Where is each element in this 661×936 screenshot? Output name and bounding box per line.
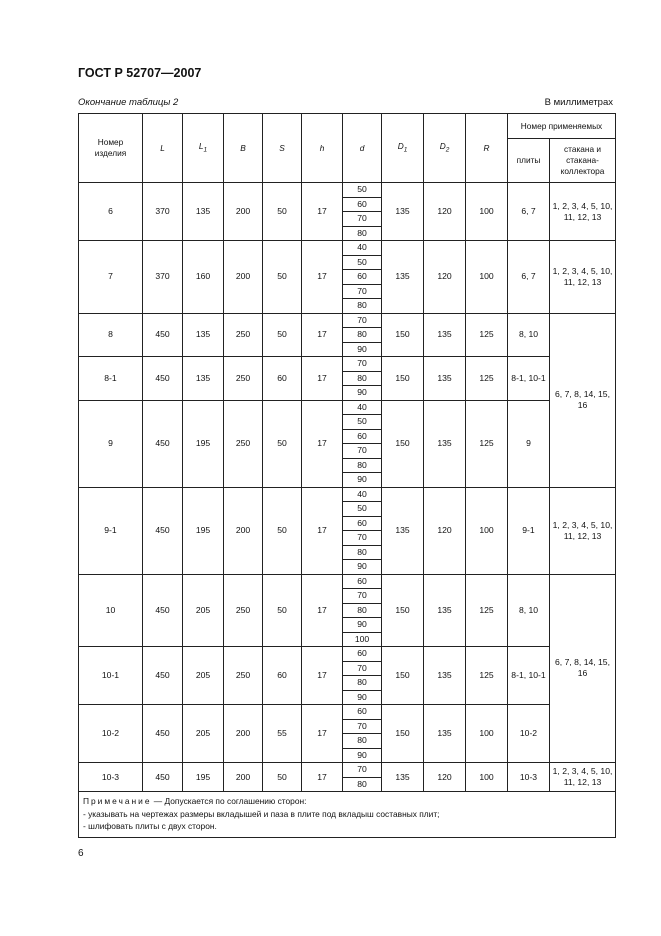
cell-h: 17 xyxy=(302,313,343,357)
cell-d: 50 xyxy=(343,415,382,430)
cell-plates: 9-1 xyxy=(508,487,550,574)
table-row xyxy=(79,357,616,372)
cell-b: 250 xyxy=(224,574,263,647)
cell-item: 6 xyxy=(79,183,143,241)
cell-d1: 135 xyxy=(382,241,424,314)
cell-l: 450 xyxy=(143,357,183,401)
cell-l1: 135 xyxy=(183,313,224,357)
col-header-L: L xyxy=(143,114,183,183)
cell-l1: 205 xyxy=(183,705,224,763)
cell-item: 10-1 xyxy=(79,647,143,705)
cell-l1: 135 xyxy=(183,357,224,401)
cell-d: 80 xyxy=(343,676,382,691)
cell-b: 200 xyxy=(224,183,263,241)
cell-l1: 195 xyxy=(183,487,224,574)
col-header-nozzle: стакана и стакана-коллектора xyxy=(550,139,616,183)
cell-d: 90 xyxy=(343,748,382,763)
cell-s: 50 xyxy=(263,313,302,357)
cell-r: 125 xyxy=(466,400,508,487)
cell-h: 17 xyxy=(302,574,343,647)
cell-d: 70 xyxy=(343,531,382,546)
cell-l1: 135 xyxy=(183,183,224,241)
cell-d: 80 xyxy=(343,777,382,792)
cell-h: 17 xyxy=(302,357,343,401)
cell-d: 70 xyxy=(343,763,382,778)
cell-s: 50 xyxy=(263,574,302,647)
cell-l: 450 xyxy=(143,647,183,705)
table-row xyxy=(79,763,616,778)
cell-d: 80 xyxy=(343,734,382,749)
cell-d: 100 xyxy=(343,632,382,647)
cell-nozzle: 6, 7, 8, 14, 15, 16 xyxy=(550,313,616,487)
cell-item: 8 xyxy=(79,313,143,357)
cell-d1: 135 xyxy=(382,763,424,792)
cell-d: 80 xyxy=(343,458,382,473)
note-intro: — Допускается по соглашению сторон: xyxy=(151,796,307,806)
cell-d1: 150 xyxy=(382,313,424,357)
cell-l: 450 xyxy=(143,763,183,792)
cell-d1: 135 xyxy=(382,487,424,574)
cell-b: 250 xyxy=(224,313,263,357)
cell-plates: 8-1, 10-1 xyxy=(508,647,550,705)
cell-s: 60 xyxy=(263,647,302,705)
table-row xyxy=(79,574,616,589)
cell-d: 90 xyxy=(343,473,382,488)
dimensions-table xyxy=(78,113,616,838)
cell-s: 50 xyxy=(263,183,302,241)
cell-l: 450 xyxy=(143,400,183,487)
cell-d: 70 xyxy=(343,313,382,328)
col-header-h: h xyxy=(302,114,343,183)
units-label: В миллиметрах xyxy=(544,97,613,108)
cell-d: 70 xyxy=(343,212,382,227)
cell-s: 55 xyxy=(263,705,302,763)
col-header-S: S xyxy=(263,114,302,183)
cell-d: 60 xyxy=(343,647,382,662)
cell-s: 50 xyxy=(263,400,302,487)
cell-d: 90 xyxy=(343,386,382,401)
cell-b: 200 xyxy=(224,487,263,574)
cell-nozzle: 6, 7, 8, 14, 15, 16 xyxy=(550,574,616,763)
cell-l: 450 xyxy=(143,705,183,763)
cell-item: 10-2 xyxy=(79,705,143,763)
cell-d: 50 xyxy=(343,183,382,198)
col-header-R: R xyxy=(466,114,508,183)
cell-d2: 135 xyxy=(424,400,466,487)
cell-l: 370 xyxy=(143,241,183,314)
col-header-item: Номер изделия xyxy=(79,114,143,183)
cell-d: 80 xyxy=(343,545,382,560)
cell-d2: 120 xyxy=(424,487,466,574)
cell-r: 100 xyxy=(466,705,508,763)
note-item: - указывать на чертежах размеры вкладышей и паза в плите под вкладыш составных плит; xyxy=(83,808,440,819)
col-header-L1 xyxy=(183,114,224,183)
cell-l: 450 xyxy=(143,313,183,357)
cell-d: 80 xyxy=(343,371,382,386)
header-row xyxy=(79,114,616,139)
cell-h: 17 xyxy=(302,183,343,241)
col-header-D2 xyxy=(424,114,466,183)
col-header-L1-subscript: 1 xyxy=(203,146,208,154)
cell-l1: 205 xyxy=(183,574,224,647)
cell-item: 9-1 xyxy=(79,487,143,574)
col-header-applied: Номер применяемых xyxy=(508,114,616,139)
cell-r: 125 xyxy=(466,647,508,705)
cell-nozzle: 1, 2, 3, 4, 5, 10, 11, 12, 13 xyxy=(550,183,616,241)
cell-d: 70 xyxy=(343,444,382,459)
cell-r: 100 xyxy=(466,183,508,241)
cell-d: 60 xyxy=(343,574,382,589)
cell-b: 200 xyxy=(224,241,263,314)
note-title: Примечание xyxy=(83,796,152,806)
cell-item: 7 xyxy=(79,241,143,314)
cell-plates: 10-2 xyxy=(508,705,550,763)
table-row xyxy=(79,705,616,720)
cell-d: 60 xyxy=(343,516,382,531)
cell-d1: 150 xyxy=(382,647,424,705)
cell-h: 17 xyxy=(302,763,343,792)
cell-r: 125 xyxy=(466,357,508,401)
cell-d2: 135 xyxy=(424,705,466,763)
cell-plates: 8, 10 xyxy=(508,574,550,647)
cell-b: 250 xyxy=(224,357,263,401)
cell-d: 60 xyxy=(343,705,382,720)
col-header-B: B xyxy=(224,114,263,183)
cell-l: 450 xyxy=(143,574,183,647)
col-header-L1-symbol: L xyxy=(198,140,204,151)
col-header-D1 xyxy=(382,114,424,183)
cell-d2: 120 xyxy=(424,241,466,314)
cell-d1: 150 xyxy=(382,574,424,647)
table-row xyxy=(79,241,616,256)
cell-r: 100 xyxy=(466,487,508,574)
col-header-plates: плиты xyxy=(508,139,550,183)
col-header-D2-symbol: D xyxy=(439,140,446,151)
cell-d2: 135 xyxy=(424,647,466,705)
col-header-D2-subscript: 2 xyxy=(445,146,450,154)
cell-h: 17 xyxy=(302,487,343,574)
cell-d: 40 xyxy=(343,241,382,256)
cell-l1: 160 xyxy=(183,241,224,314)
cell-d2: 120 xyxy=(424,183,466,241)
cell-nozzle: 1, 2, 3, 4, 5, 10, 11, 12, 13 xyxy=(550,487,616,574)
cell-b: 250 xyxy=(224,647,263,705)
cell-d: 40 xyxy=(343,400,382,415)
cell-d: 50 xyxy=(343,502,382,517)
note-row xyxy=(79,792,616,838)
note-heading xyxy=(83,795,611,808)
cell-plates: 8-1, 10-1 xyxy=(508,357,550,401)
table-row xyxy=(79,313,616,328)
cell-d: 40 xyxy=(343,487,382,502)
cell-d: 60 xyxy=(343,197,382,212)
table-row xyxy=(79,487,616,502)
cell-d1: 150 xyxy=(382,357,424,401)
cell-s: 50 xyxy=(263,487,302,574)
cell-d: 70 xyxy=(343,589,382,604)
note-item: - шлифовать плиты с двух сторон. xyxy=(83,821,217,832)
cell-l1: 195 xyxy=(183,400,224,487)
cell-h: 17 xyxy=(302,647,343,705)
cell-d: 80 xyxy=(343,226,382,241)
cell-nozzle: 1, 2, 3, 4, 5, 10, 11, 12, 13 xyxy=(550,241,616,314)
cell-h: 17 xyxy=(302,400,343,487)
cell-r: 125 xyxy=(466,313,508,357)
cell-l1: 205 xyxy=(183,647,224,705)
cell-r: 100 xyxy=(466,763,508,792)
cell-d: 80 xyxy=(343,603,382,618)
cell-b: 250 xyxy=(224,400,263,487)
cell-r: 100 xyxy=(466,241,508,314)
cell-item: 10 xyxy=(79,574,143,647)
cell-item: 10-3 xyxy=(79,763,143,792)
cell-l: 450 xyxy=(143,487,183,574)
col-header-d: d xyxy=(343,114,382,183)
cell-d: 80 xyxy=(343,299,382,314)
cell-h: 17 xyxy=(302,241,343,314)
cell-item: 9 xyxy=(79,400,143,487)
col-header-D1-subscript: 1 xyxy=(403,146,408,154)
cell-d: 90 xyxy=(343,560,382,575)
cell-d: 70 xyxy=(343,357,382,372)
table-caption: Окончание таблицы 2 xyxy=(78,97,179,108)
cell-d: 50 xyxy=(343,255,382,270)
table-note xyxy=(79,792,616,838)
cell-plates: 6, 7 xyxy=(508,241,550,314)
cell-nozzle: 1, 2, 3, 4, 5, 10, 11, 12, 13 xyxy=(550,763,616,792)
table-row xyxy=(79,183,616,198)
cell-d1: 150 xyxy=(382,705,424,763)
cell-d1: 150 xyxy=(382,400,424,487)
cell-b: 200 xyxy=(224,763,263,792)
cell-s: 50 xyxy=(263,241,302,314)
cell-d2: 120 xyxy=(424,763,466,792)
cell-item: 8-1 xyxy=(79,357,143,401)
cell-b: 200 xyxy=(224,705,263,763)
cell-d: 90 xyxy=(343,618,382,633)
cell-d: 70 xyxy=(343,719,382,734)
table-row xyxy=(79,647,616,662)
table-row xyxy=(79,400,616,415)
cell-d2: 135 xyxy=(424,574,466,647)
cell-h: 17 xyxy=(302,705,343,763)
cell-plates: 10-3 xyxy=(508,763,550,792)
cell-d2: 135 xyxy=(424,313,466,357)
cell-d: 60 xyxy=(343,429,382,444)
cell-d: 60 xyxy=(343,270,382,285)
cell-l: 370 xyxy=(143,183,183,241)
page-number: 6 xyxy=(78,848,84,859)
document-title: ГОСТ Р 52707—2007 xyxy=(78,66,202,80)
cell-r: 125 xyxy=(466,574,508,647)
cell-d: 90 xyxy=(343,342,382,357)
cell-d: 70 xyxy=(343,284,382,299)
cell-plates: 6, 7 xyxy=(508,183,550,241)
cell-plates: 9 xyxy=(508,400,550,487)
cell-d: 70 xyxy=(343,661,382,676)
cell-s: 60 xyxy=(263,357,302,401)
col-header-D1-symbol: D xyxy=(397,140,404,151)
cell-d1: 135 xyxy=(382,183,424,241)
cell-d: 80 xyxy=(343,328,382,343)
table-body xyxy=(79,183,616,792)
cell-d2: 135 xyxy=(424,357,466,401)
cell-d: 90 xyxy=(343,690,382,705)
cell-plates: 8, 10 xyxy=(508,313,550,357)
cell-s: 50 xyxy=(263,763,302,792)
cell-l1: 195 xyxy=(183,763,224,792)
